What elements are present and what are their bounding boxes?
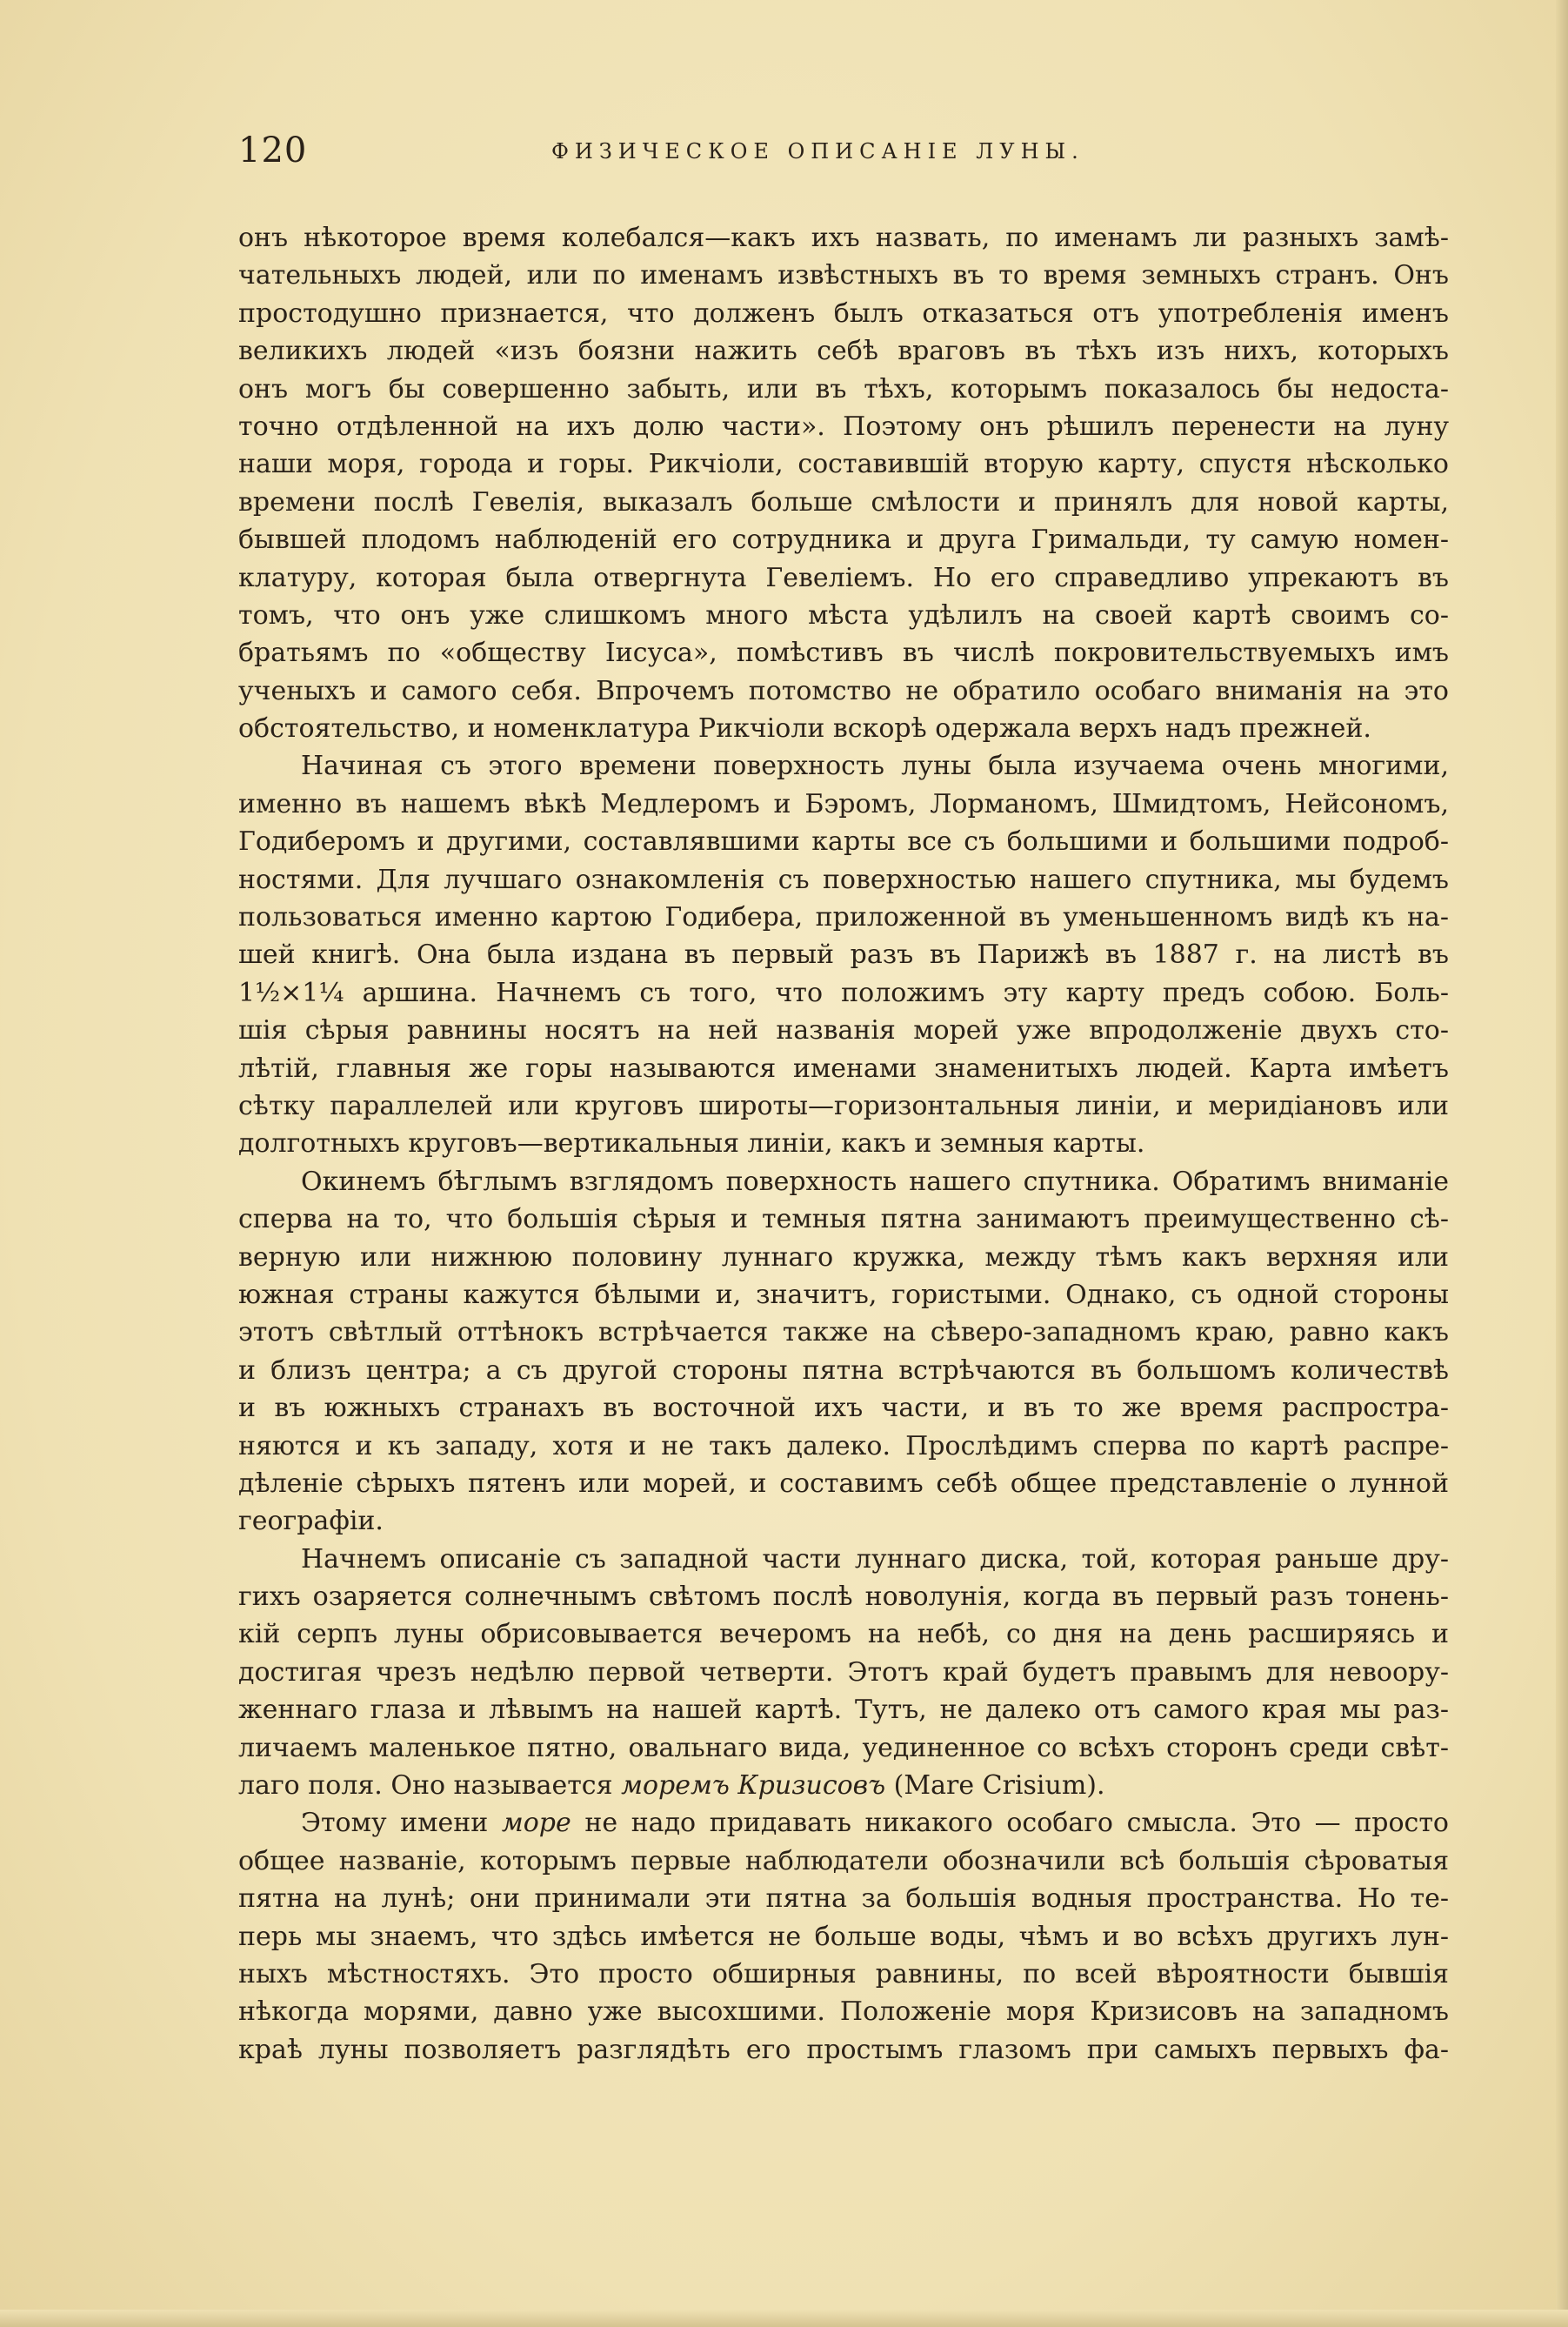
text-line: верную или нижнюю половину луннаго кружка, между тѣмъ какъ верхняя или	[238, 1241, 1449, 1273]
text-line: именно въ нашемъ вѣкѣ Медлеромъ и Бэромъ, Лорманомъ, Шмидтомъ, Нейсономъ,	[238, 788, 1449, 819]
body-text	[238, 219, 1449, 2069]
text-line: сперва на то, что большія сѣрыя и темныя пятна занимаютъ преимущественно сѣ-	[238, 1204, 1449, 1235]
text-line: ученыхъ и самого себя. Впрочемъ потомство не обратило особаго вниманія на это	[238, 675, 1449, 706]
text-line	[238, 1804, 1449, 1842]
text-line: пятна на лунѣ; они принимали эти пятна за большія водныя пространства. Но те-	[238, 1883, 1449, 1915]
text-run: лаго поля. Оно называется	[238, 1770, 613, 1802]
text-line: сѣтку параллелей или круговъ широты—горизонтальныя линіи, и меридіановъ или	[238, 1090, 1449, 1121]
text-line: Начиная съ этого времени поверхность луны была изучаема очень многими,	[301, 751, 1449, 782]
text-line: чательныхъ людей, или по именамъ извѣстныхъ въ то время земныхъ странъ. Онъ	[238, 260, 1449, 291]
text-line: географіи.	[238, 1506, 384, 1537]
page-header	[238, 130, 1449, 183]
text-run: (Mare Crisium).	[885, 1770, 1105, 1802]
text-line: времени послѣ Гевелія, выказалъ больше смѣлости и принялъ для новой карты,	[238, 486, 1449, 518]
text-line: бывшей плодомъ наблюденій его сотрудника и друга Гримальди, ту самую номен-	[238, 525, 1449, 556]
text-line: женнаго глаза и лѣвымъ на нашей картѣ. Тутъ, не далеко отъ самого края мы раз-	[238, 1695, 1449, 1726]
text-run: Этому имени	[301, 1808, 489, 1839]
text-line: дѣленіе сѣрыхъ пятенъ или морей, и составимъ себѣ общее представленіе о лунной	[238, 1468, 1449, 1499]
text-line: южная страны кажутся бѣлыми и, значитъ, гористыми. Однако, съ одной стороны	[238, 1279, 1449, 1310]
text-line: ностями. Для лучшаго ознакомленія съ поверхностью нашего спутника, мы будемъ	[238, 864, 1449, 895]
text-line: Годиберомъ и другими, составлявшими карты все съ большими и большими подроб-	[238, 826, 1449, 858]
text-line: нѣкогда морями, давно уже высохшими. Положеніе моря Кризисовъ на западномъ	[238, 1996, 1449, 2028]
page-edge	[0, 2310, 1568, 2327]
text-line: няются и къ западу, хотя и не такъ далеко. Прослѣдимъ сперва по картѣ распре-	[238, 1430, 1449, 1461]
text-line: ныхъ мѣстностяхъ. Это просто обширныя равнины, по всей вѣроятности бывшія	[238, 1958, 1449, 1989]
text-line: лѣтій, главныя же горы называются именами знаменитыхъ людей. Карта имѣетъ	[238, 1053, 1449, 1084]
text-line: долготныхъ круговъ—вертикальныя линіи, какъ и земныя карты.	[238, 1128, 1145, 1160]
text-line: кій серпъ луны обрисовывается вечеромъ на небѣ, со дня на день расширяясь и	[238, 1619, 1449, 1650]
running-title: ФИЗИЧЕСКОЕ ОПИСАНІЕ ЛУНЫ.	[551, 139, 1084, 164]
text-line: пользоваться именно картою Годибера, приложенной въ уменьшенномъ видѣ къ на-	[238, 902, 1449, 933]
text-line: клатуру, которая была отвергнута Гевеліемъ. Но его справедливо упрекаютъ въ	[238, 562, 1449, 593]
text-line: братьямъ по «обществу Іисуса», помѣстивъ въ числѣ покровительствуемыхъ имъ	[238, 638, 1449, 669]
text-line: великихъ людей «изъ боязни нажить себѣ враговъ въ тѣхъ изъ нихъ, которыхъ	[238, 336, 1449, 367]
text-line: онъ могъ бы совершенно забыть, или въ тѣхъ, которымъ показалось бы недоста-	[238, 373, 1449, 405]
text-line: обстоятельство, и номенклатура Рикчіоли вскорѣ одержала верхъ надъ прежней.	[238, 713, 1371, 745]
text-line: 1½×1¼ аршина. Начнемъ съ того, что положимъ эту карту предъ собою. Боль-	[238, 977, 1449, 1008]
text-line: онъ нѣкоторое время колебался—какъ ихъ назвать, по именамъ ли разныхъ замѣ-	[238, 223, 1449, 253]
text-line: достигая чрезъ недѣлю первой четверти. Этотъ край будетъ правымъ для невоору-	[238, 1656, 1449, 1688]
text-line: и близъ центра; а съ другой стороны пятна встрѣчаются въ большомъ количествѣ	[238, 1354, 1449, 1386]
text-run: не надо придавать никакого особаго смысла. Это — просто	[570, 1808, 1449, 1839]
text-line: краѣ луны позволяетъ разглядѣть его простымъ глазомъ при самыхъ первыхъ фа-	[238, 2034, 1449, 2065]
text-line: перь мы знаемъ, что здѣсь имѣется не больше воды, чѣмъ и во всѣхъ другихъ лун-	[238, 1921, 1449, 1952]
text-line: гихъ озаряется солнечнымъ свѣтомъ послѣ новолунія, когда въ первый разъ тонень-	[238, 1581, 1449, 1613]
text-line: шія сѣрыя равнины носятъ на ней названія морей уже впродолженіе двухъ сто-	[238, 1015, 1449, 1046]
page-number: 120	[238, 130, 308, 171]
text-line: томъ, что онъ уже слишкомъ много мѣста удѣлилъ на своей картѣ своимъ со-	[238, 599, 1449, 631]
text-line: точно отдѣленной на ихъ долю части». Поэтому онъ рѣшилъ перенести на луну	[238, 411, 1449, 442]
text-line: Начнемъ описаніе съ западной части луннаго диска, той, которая раньше дру-	[301, 1543, 1449, 1575]
page-edge	[1556, 0, 1568, 2327]
text-line: личаемъ маленькое пятно, овальнаго вида, уединенное со всѣхъ сторонъ среди свѣт-	[238, 1732, 1449, 1763]
text-line: простодушно признается, что долженъ былъ отказаться отъ употребленія именъ	[238, 298, 1449, 329]
text-line	[238, 1767, 1449, 1804]
italic-term: моремъ Кризисовъ	[621, 1770, 886, 1802]
text-line: Окинемъ бѣглымъ взглядомъ поверхность нашего спутника. Обратимъ вниманіе	[301, 1166, 1449, 1197]
text-line: общее названіе, которымъ первые наблюдатели обозначили всѣ большія сѣроватыя	[238, 1845, 1449, 1876]
text-line: наши моря, города и горы. Рикчіоли, составившій вторую карту, спустя нѣсколько	[238, 449, 1449, 480]
text-line: шей книгѣ. Она была издана въ первый разъ въ Парижѣ въ 1887 г. на листѣ въ	[238, 939, 1449, 971]
text-line: и въ южныхъ странахъ въ восточной ихъ части, и въ то же время распростра-	[238, 1393, 1449, 1424]
italic-term: море	[501, 1808, 571, 1839]
text-line: этотъ свѣтлый оттѣнокъ встрѣчается также на сѣверо-западномъ краю, равно какъ	[238, 1317, 1449, 1348]
